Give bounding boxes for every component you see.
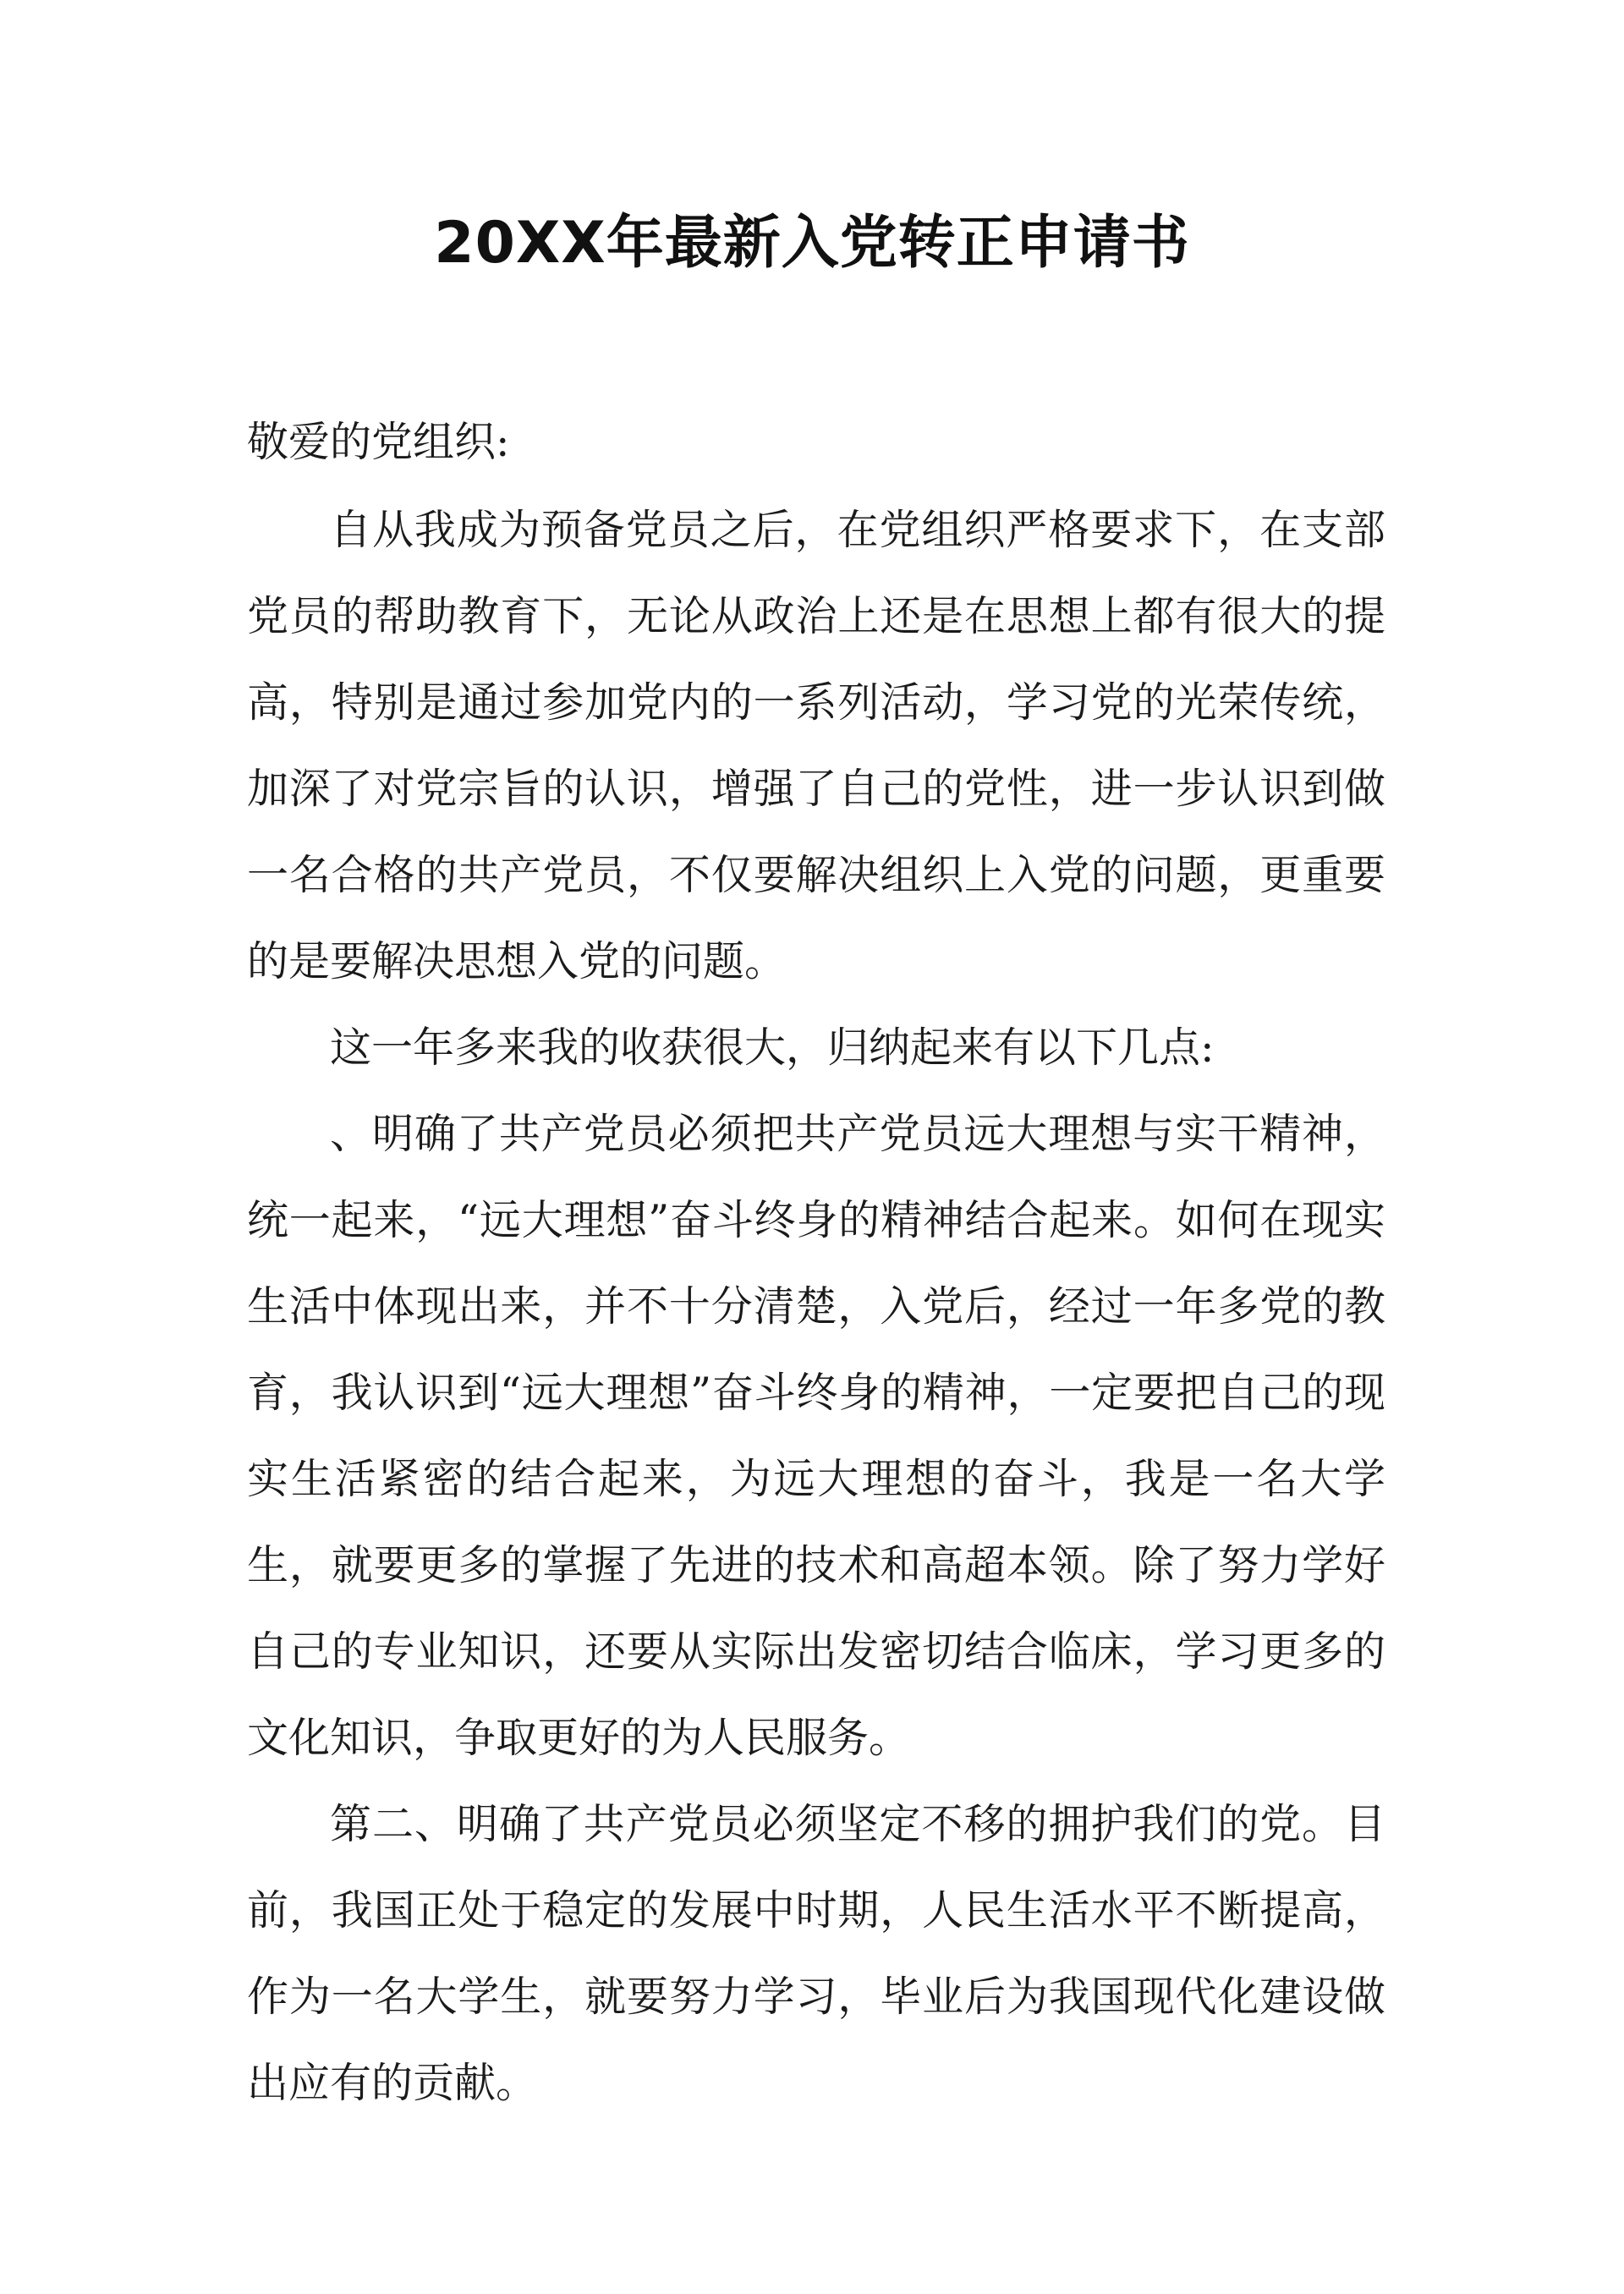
salutation: 敬爱的党组织: bbox=[247, 418, 510, 466]
document-body bbox=[247, 399, 1385, 2127]
document-title: 20XX年最新入党转正申请书 bbox=[434, 210, 1190, 277]
paragraph-3: 、明确了共产党员必须把共产党员远大理想与实干精神，统一起来，“远大理想”奋斗终身的精神结合起来。如何在现实生活中体现出来，并不十分清楚，入党后，经过一年多党的教育，我认识到“远大理想”奋斗终身的精神，一定要把自己的现实生活紧密的结合起来，为远大理想的奋斗，我是一名大学生，就要更多的掌握了先进的技术和高超本领。除了努力学好自己的专业知识，还要从实际出发密切结合临床，学习更多的文化知识，争取更好的为人民服务。 bbox=[247, 1110, 1385, 1762]
paragraph-2: 这一年多来我的收获很大，归纳起来有以下几点: bbox=[330, 1024, 1215, 1072]
paragraph-1: 自从我成为预备党员之后，在党组织严格要求下，在支部党员的帮助教育下，无论从政治上还是在思想上都有很大的提高，特别是通过参加党内的一系列活动，学习党的光荣传统，加深了对党宗旨的认识，增强了自己的党性，进一步认识到做一名合格的共产党员，不仅要解决组织上入党的问题，更重要的是要解决思想入党的问题。 bbox=[247, 506, 1385, 985]
paragraph-4: 第二、明确了共产党员必须坚定不移的拥护我们的党。目前，我国正处于稳定的发展中时期，人民生活水平不断提高，作为一名大学生，就要努力学习，毕业后为我国现代化建设做出应有的贡献。 bbox=[247, 1800, 1385, 2107]
